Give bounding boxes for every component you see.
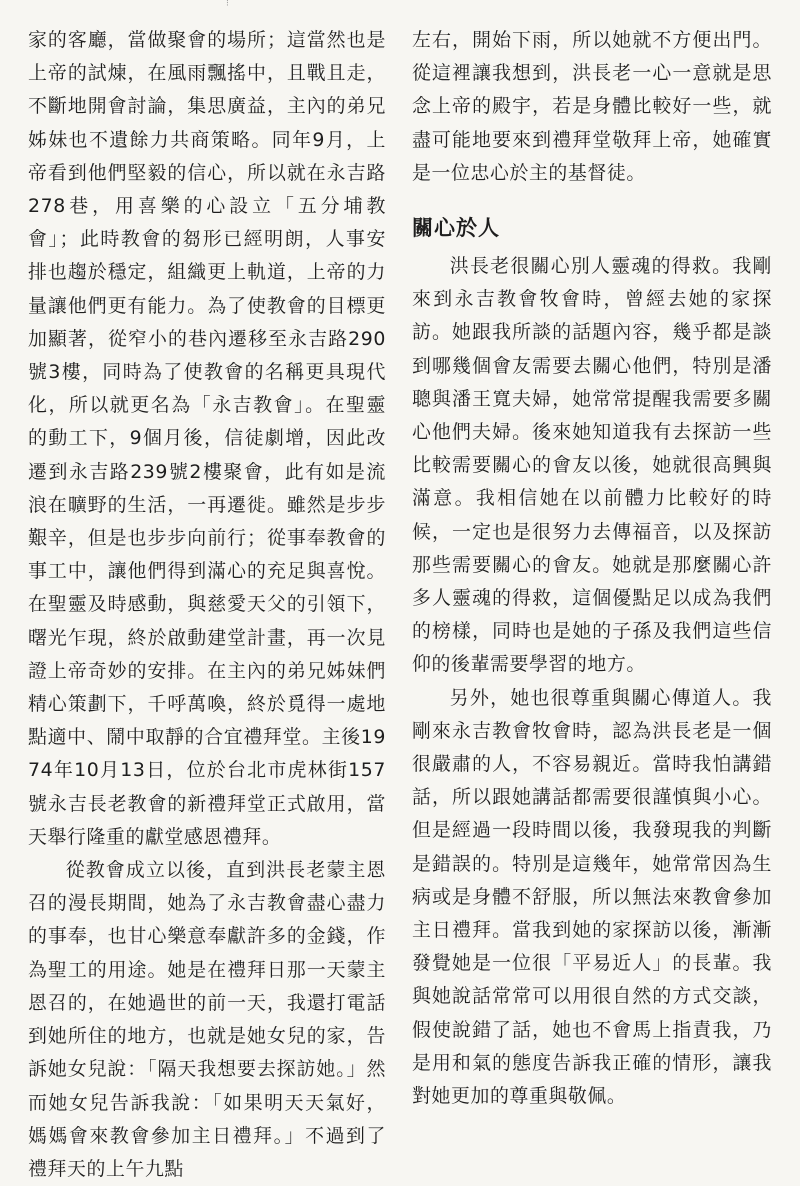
paragraph-caring-souls: 洪長老很關心別人靈魂的得救。我剛來到永吉教會牧會時，曾經去她的家探訪。她跟我所談的話題內容，幾乎都是談到哪幾個會友需要去關心他們，特別是潘聰與潘王寬夫婦，她常常提醒我需要多關心他們夫婦。後來她知道我有去探訪一些比較需要關心的會友以後，她就很高興與滿意。我相信她在以前體力比較好的時候，一定也是很努力去傳福音，以及探訪那些需要關心的會友。她就是那麼關心許多人靈魂的得救，這個優點足以成為我們的榜樣，同時也是她的子孫及我們這些信仰的後輩需要學習的地方。 xyxy=(412,255,772,676)
paragraph-elder-dedication: 從教會成立以後，直到洪長老蒙主恩召的漫長期間，她為了永吉教會盡心盡力的事奉，也甘心樂意奉獻許多的金錢，作為聖工的用途。她是在禮拜日那一天蒙主恩召的，在她過世的前一天，我還打電話到她所住的地方，也就是她女兒的家，告訴她女兒說：「隔天我想要去探訪她。」然而她女兒告訴我說：「如果明天天氣好，媽媽會來教會參加主日禮拜。」不過到了禮拜天的上午九點 xyxy=(28,859,386,1180)
paragraph-church-history: 家的客廳，當做聚會的場所；這當然也是上帝的試煉，在風雨飄搖中，且戰且走，不斷地開會討論，集思廣益，主內的弟兄姊妹也不遺餘力共商策略。同年9月，上帝看到他們堅毅的信心，所以就在永吉路278巷，用喜樂的心設立「五分埔教會」；此時教會的芻形已經明朗，人事安排也趨於穩定，組織更上軌道，上帝的力量讓他們更有能力。為了使教會的目標更加顯著，從窄小的巷內遷移至永吉路290號3樓，同時為了使教會的名稱更具現代化，所以就更名為「永吉教會」。在聖靈的動工下，9個月後，信徒劇增，因此改遷到永吉路239號2樓聚會，此有如是流浪在曠野的生活，一再遷徙。雖然是步步艱辛，但是也步步向前行；從事奉教會的事工中，讓他們得到滿心的充足與喜悅。在聖靈及時感動，與慈愛天父的引領下，曙光乍現，終於啟動建堂計畫，再一次見證上帝奇妙的安排。在主內的弟兄姊妹們精心策劃下，千呼萬喚，終於覓得一處地點適中、鬧中取靜的合宜禮拜堂。主後1974年10月13日，位於台北市虎林街157號永吉長老教會的新禮拜堂正式啟用，當天舉行隆重的獻堂感恩禮拜。 xyxy=(28,29,386,848)
left-column xyxy=(28,24,386,1186)
scan-smudge-mark: ⁝ xyxy=(226,0,229,9)
paragraph-respect-pastor: 另外，她也很尊重與關心傳道人。我剛來永吉教會牧會時，認為洪長老是一個很嚴肅的人，不容易親近。當時我怕講錯話，所以跟她講話都需要很謹慎與小心。但是經過一段時間以後，我發現我的判斷是錯誤的。特別是這幾年，她常常因為生病或是身體不舒服，所以無法來教會參加主日禮拜。當我到她的家探訪以後，漸漸發覺她是一位很「平易近人」的長輩。我與她說話常常可以用很自然的方式交談，假使說錯了話，她也不會馬上指責我，乃是用和氣的態度告訴我正確的情形，讓我對她更加的尊重與敬佩。 xyxy=(412,686,772,1108)
section-heading: 關心於人 xyxy=(412,216,500,241)
paragraph-continued: 左右，開始下雨，所以她就不方便出門。從這裡讓我想到，洪長老一心一意就是思念上帝的殿宇，若是身體比較好一些，就盡可能地要來到禮拜堂敬拜上帝，她確實是一位忠心於主的基督徒。 xyxy=(412,29,772,184)
right-column xyxy=(412,24,772,1113)
